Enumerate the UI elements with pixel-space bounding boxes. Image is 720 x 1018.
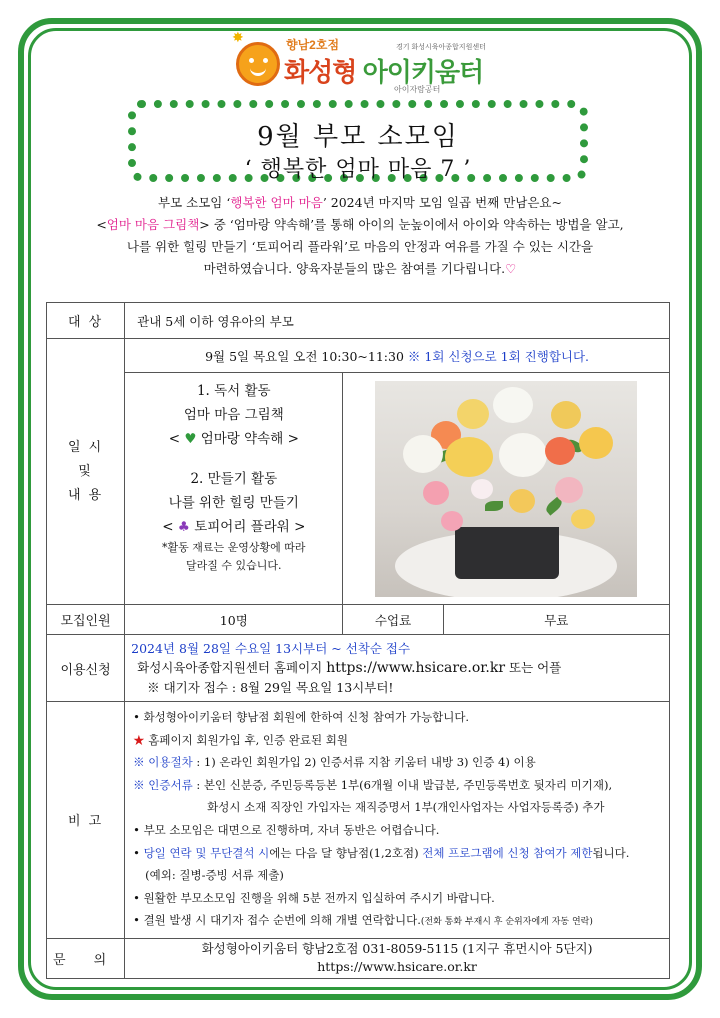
page-title: 9월 부모 소모임 [257,122,459,152]
photo-flower [403,435,443,473]
star-icon: ★ [133,732,145,747]
contact-link[interactable]: https://www.hsicare.or.kr [317,959,477,975]
notes-cell [125,702,670,939]
photo-flower [423,481,449,505]
activity-note-2: 달라질 수 있습니다. [186,559,282,572]
contact-cell [125,938,670,978]
smiley-face-icon [236,42,280,86]
note-6: • 부모 소모임은 대면으로 진행하며, 자녀 동반은 어렵습니다. [133,822,440,837]
note-7a: 당일 연락 및 무단결석 시 [143,845,270,860]
homepage-link[interactable]: https://www.hsicare.or.kr [326,660,506,676]
logo-name-accent: 아이키움터 [362,57,484,87]
bullet: • [133,845,140,860]
note-7b: 에는 다음 달 향남점(1,2호점) [269,845,419,860]
photo-flower [555,477,583,503]
content-header-2: 및 [78,463,93,479]
fee-value: 무료 [443,605,669,635]
heart-icon: ♡ [505,261,517,276]
photo-flower [509,489,535,513]
content-header-1: 일 시 [67,439,104,455]
activity-2-title: 2. 만들기 활동 [190,471,278,487]
note-1: • 화성형아이키움터 향남점 회원에 한하여 신청 참여가 가능합니다. [133,710,470,724]
contact-header: 문 의 [47,938,125,978]
photo-flower [445,437,493,477]
logo-name-main: 화성형 [284,57,357,87]
logo-branch: 향남2호점 [286,38,340,52]
page-subtitle: ‘ 행복한 엄마 마음 7 ’ [244,157,472,182]
bracket-right: > [287,431,299,447]
intro-l1a: 부모 소모임 ‘ [158,195,231,210]
activity-1-sub: 엄마 마음 그림책 [183,407,284,423]
heart-icon: ♥ [184,431,197,447]
photo-flower [493,387,533,423]
activity-2-sub: 나를 위한 힐링 만들기 [168,495,299,511]
target-header: 대 상 [47,303,125,339]
content-header [47,339,125,605]
note-10-small: (전화 통화 부재시 후 순위자에게 자동 연락) [420,917,593,928]
note-10: • 결원 발생 시 대기자 접수 순번에 의해 개별 연락합니다. [133,913,421,928]
bracket-right: > [294,519,306,535]
apply-waitlist: ※ 대기자 접수 : 8월 29일 목요일 13시부터! [147,680,394,695]
photo-flower [579,427,613,459]
note-7c: 전체 프로그램에 신청 참여가 제한 [422,845,593,860]
activity-1-book [125,427,342,451]
recruit-header: 모집인원 [47,605,125,635]
photo-flower [441,511,463,531]
note-4: : 본인 신분증, 주민등록등본 1부(6개월 이내 발급분, 주민등록번호 뒷자리 미기재), [196,777,613,792]
recruit-value: 10명 [125,605,343,635]
apply-homepage: 화성시육아종합지원센터 홈페이지 [137,660,323,675]
photo-flower [551,401,581,429]
contact-info: 화성형아이키움터 향남2호점 031-8059-5115 (1지구 휴먼시아 5단지) [201,941,593,957]
content-header-3: 내 용 [67,487,104,503]
activity-cell [125,373,343,605]
logo [232,30,486,96]
intro-l3: 나를 위한 힐링 만들기 ‘토피어리 플라워’로 마음의 안정과 여유를 가질 수 있는 시간을 [126,239,594,254]
book-title: 엄마랑 약속해 [200,431,284,447]
apply-cell [125,635,670,702]
apply-header: 이용신청 [47,635,125,702]
photo-flower [571,509,595,529]
apply-app: 또는 어플 [509,660,562,675]
note-5: 화성시 소재 직장인 가입자는 재직증명서 1부(개인사업자는 사업자등록증) 추가 [207,800,605,815]
datetime-note: ※ 1회 신청으로 1회 진행합니다. [407,348,590,364]
logo-org: 경기 화성시육아종합지원센터 [396,44,486,51]
logo-sub: 아이자람공터 [394,85,441,94]
intro-l2b: 엄마 마음 그림책 [106,217,200,232]
apply-date: 2024년 8월 28일 수요일 13시부터 ~ 선착순 접수 [131,641,411,656]
note-2: 홈페이지 회원가입 후, 인증 완료된 회원 [148,732,348,747]
photo-flower [499,433,547,477]
target-value: 관내 5세 이하 영유아의 부모 [125,303,670,339]
intro-l1b: 행복한 엄마 마음 [230,195,323,210]
note-3: : 1) 온라인 회원가입 2) 인증서류 지참 키움터 내방 3) 인증 4) 이용 [196,755,536,770]
intro-l2a: < [96,217,107,232]
craft-item: 토피어리 플라워 [194,519,290,535]
photo-flower [457,399,489,429]
club-icon: ♣ [177,519,190,535]
intro-text [60,192,660,280]
note-4-label: ※ 인증서류 [133,777,193,792]
activity-note-1: *활동 재료는 운영상황에 따라 [162,541,306,554]
bracket-left: < [162,519,174,535]
flower-basket-photo [375,381,637,597]
fee-header: 수업료 [343,605,443,635]
intro-l4: 마련하였습니다. 양육자분들의 많은 참여를 기다립니다. [203,261,506,276]
logo-name [284,52,483,89]
note-8: (예외: 질병-증빙 서류 제출) [145,868,284,883]
bracket-left: < [168,431,181,447]
note-3-label: ※ 이용절차 [133,755,193,770]
photo-pot [455,527,559,579]
note-9: • 원활한 부모소모임 진행을 위해 5분 전까지 입실하여 주시기 바랍니다. [133,890,495,905]
intro-l2c: > 중 ‘엄마랑 약속해’를 통해 아이의 눈높이에서 아이와 약속하는 방법을 알고, [199,217,624,232]
info-table [46,302,670,979]
intro-l1c: ’ 2024년 마지막 모임 일곱 번째 만남은요~ [322,195,562,210]
photo-flower [545,437,575,465]
photo-flower [471,479,493,499]
note-7d: 됩니다. [592,845,630,860]
title-box [128,100,588,182]
star-icon: ✸ [232,30,244,46]
activity-1-title: 1. 독서 활동 [196,383,271,399]
notes-header: 비 고 [47,702,125,939]
datetime-cell [125,339,670,373]
activity-2-item [125,515,342,539]
photo-cell [343,373,670,605]
datetime: 9월 5일 목요일 오전 10:30~11:30 [205,348,404,364]
photo-leaf [485,501,503,511]
